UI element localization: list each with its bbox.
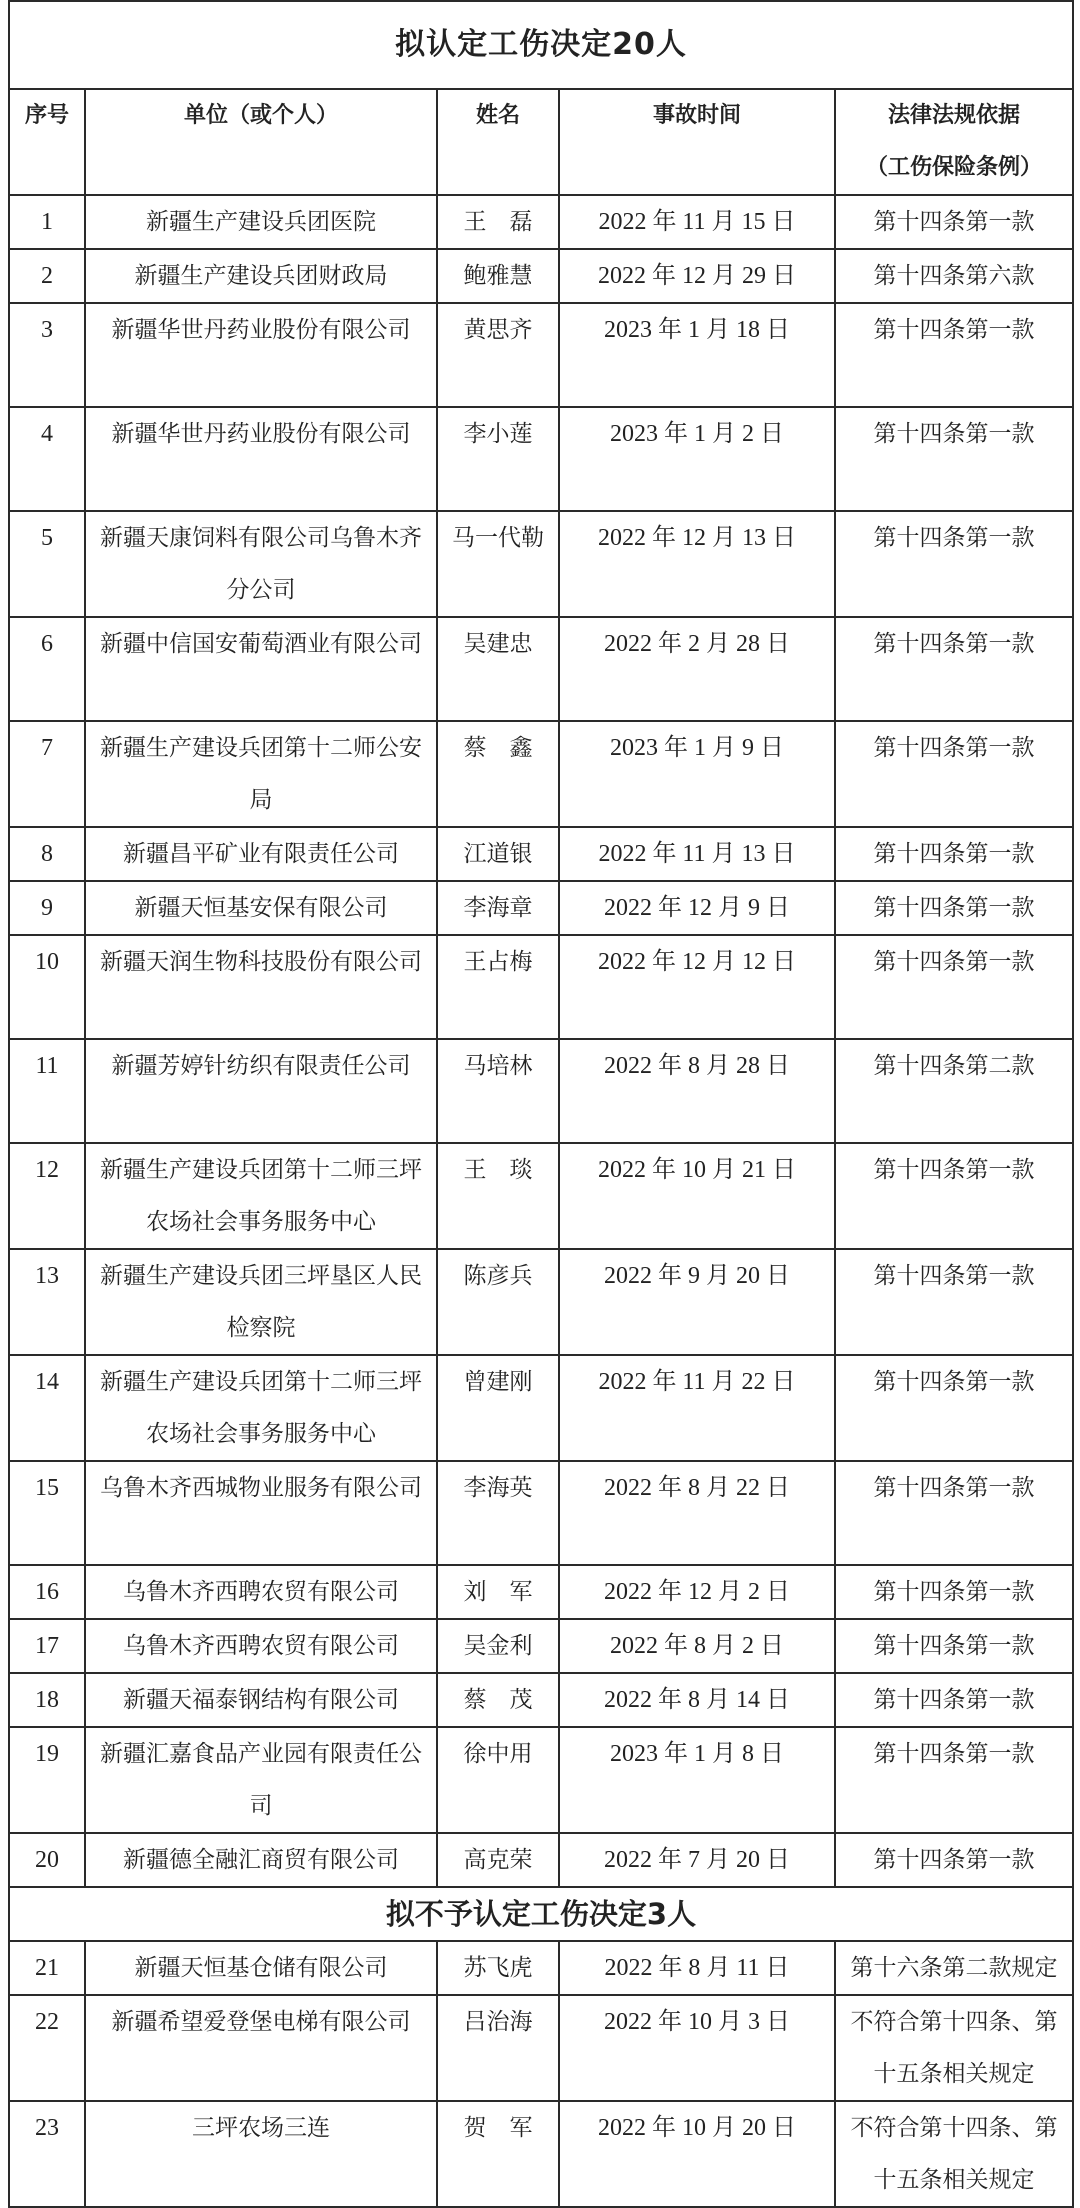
row-date: 2022 年 8 月 22 日 [559,1461,835,1565]
table-row [9,1673,1073,1727]
row-date: 2022 年 11 月 15 日 [559,195,835,249]
table-row [9,1143,1073,1249]
row-name: 曾建刚 [437,1355,559,1461]
table-row [9,1249,1073,1355]
row-unit: 新疆生产建设兵团第十二师公安局 [85,721,437,827]
table-row [9,2101,1073,2207]
table-row [9,249,1073,303]
row-date: 2022 年 10 月 21 日 [559,1143,835,1249]
row-law: 第十四条第一款 [835,935,1073,1039]
row-index: 10 [9,935,85,1039]
row-name: 马一代勒 [437,511,559,617]
row-law: 第十四条第一款 [835,1565,1073,1619]
row-date: 2022 年 10 月 3 日 [559,1995,835,2101]
table-row [9,617,1073,721]
row-name: 王 琰 [437,1143,559,1249]
row-index: 4 [9,407,85,511]
row-name: 李小莲 [437,407,559,511]
row-unit: 新疆昌平矿业有限责任公司 [85,827,437,881]
row-index: 2 [9,249,85,303]
row-name: 吴建忠 [437,617,559,721]
row-law: 第十四条第二款 [835,1039,1073,1143]
row-law: 第十四条第一款 [835,1619,1073,1673]
row-index: 1 [9,195,85,249]
row-name: 徐中用 [437,1727,559,1833]
header-law [835,89,1073,195]
table-row [9,1833,1073,1887]
row-law: 第十六条第二款规定 [835,1941,1073,1995]
row-name: 蔡 茂 [437,1673,559,1727]
row-index: 3 [9,303,85,407]
row-unit: 乌鲁木齐西聘农贸有限公司 [85,1619,437,1673]
row-unit: 新疆生产建设兵团财政局 [85,249,437,303]
row-law: 第十四条第一款 [835,303,1073,407]
row-name: 马培林 [437,1039,559,1143]
row-law: 第十四条第一款 [835,1249,1073,1355]
row-name: 吕治海 [437,1995,559,2101]
row-index: 9 [9,881,85,935]
row-index: 19 [9,1727,85,1833]
row-date: 2023 年 1 月 9 日 [559,721,835,827]
row-index: 5 [9,511,85,617]
row-unit: 乌鲁木齐西城物业服务有限公司 [85,1461,437,1565]
row-name: 蔡 鑫 [437,721,559,827]
header-name: 姓名 [437,89,559,195]
row-name: 江道银 [437,827,559,881]
row-unit: 新疆芳婷针纺织有限责任公司 [85,1039,437,1143]
table-row [9,721,1073,827]
row-law: 第十四条第一款 [835,195,1073,249]
table-row [9,407,1073,511]
row-date: 2022 年 12 月 2 日 [559,1565,835,1619]
row-index: 15 [9,1461,85,1565]
section-subtitle-row [9,1887,1073,1941]
row-index: 11 [9,1039,85,1143]
row-date: 2022 年 8 月 14 日 [559,1673,835,1727]
row-law: 第十四条第一款 [835,721,1073,827]
row-name: 苏飞虎 [437,1941,559,1995]
row-date: 2022 年 8 月 2 日 [559,1619,835,1673]
table-row [9,511,1073,617]
row-unit: 新疆希望爱登堡电梯有限公司 [85,1995,437,2101]
row-index: 16 [9,1565,85,1619]
table-row [9,881,1073,935]
row-unit: 新疆天恒基安保有限公司 [85,881,437,935]
row-name: 吴金利 [437,1619,559,1673]
row-date: 2022 年 12 月 9 日 [559,881,835,935]
table-row [9,1461,1073,1565]
row-name: 刘 军 [437,1565,559,1619]
row-name: 贺 军 [437,2101,559,2207]
table-row [9,1039,1073,1143]
row-index: 18 [9,1673,85,1727]
row-index: 12 [9,1143,85,1249]
row-law: 第十四条第六款 [835,249,1073,303]
table-row [9,1355,1073,1461]
row-law: 第十四条第一款 [835,1355,1073,1461]
row-law: 不符合第十四条、第十五条相关规定 [835,1995,1073,2101]
row-unit: 乌鲁木齐西聘农贸有限公司 [85,1565,437,1619]
row-unit: 新疆生产建设兵团三坪垦区人民检察院 [85,1249,437,1355]
row-name: 高克荣 [437,1833,559,1887]
row-unit: 新疆华世丹药业股份有限公司 [85,407,437,511]
row-law: 第十四条第一款 [835,1143,1073,1249]
row-date: 2022 年 9 月 20 日 [559,1249,835,1355]
row-law: 第十四条第一款 [835,1673,1073,1727]
row-index: 23 [9,2101,85,2207]
table-row [9,303,1073,407]
row-date: 2022 年 7 月 20 日 [559,1833,835,1887]
row-date: 2022 年 10 月 20 日 [559,2101,835,2207]
row-law: 第十四条第一款 [835,511,1073,617]
row-law: 第十四条第一款 [835,1833,1073,1887]
header-law-line1: 法律法规依据 [887,103,1020,128]
header-index: 序号 [9,89,85,195]
row-unit: 新疆生产建设兵团第十二师三坪农场社会事务服务中心 [85,1143,437,1249]
row-index: 17 [9,1619,85,1673]
header-unit: 单位（或个人） [85,89,437,195]
section-subtitle: 拟不予认定工伤决定3人 [9,1887,1073,1941]
row-date: 2022 年 8 月 11 日 [559,1941,835,1995]
row-unit: 三坪农场三连 [85,2101,437,2207]
row-unit: 新疆德全融汇商贸有限公司 [85,1833,437,1887]
row-date: 2023 年 1 月 8 日 [559,1727,835,1833]
row-law: 第十四条第一款 [835,617,1073,721]
row-index: 6 [9,617,85,721]
injury-decision-table [8,0,1074,2208]
row-unit: 新疆生产建设兵团医院 [85,195,437,249]
row-unit: 新疆华世丹药业股份有限公司 [85,303,437,407]
row-name: 鲍雅慧 [437,249,559,303]
row-index: 21 [9,1941,85,1995]
row-name: 陈彦兵 [437,1249,559,1355]
row-name: 李海章 [437,881,559,935]
row-unit: 新疆中信国安葡萄酒业有限公司 [85,617,437,721]
row-name: 王 磊 [437,195,559,249]
row-date: 2023 年 1 月 18 日 [559,303,835,407]
table-row [9,1727,1073,1833]
row-name: 李海英 [437,1461,559,1565]
header-law-line2: （工伤保险条例） [865,155,1042,180]
table-row [9,195,1073,249]
table-row [9,1565,1073,1619]
row-index: 13 [9,1249,85,1355]
table-row [9,1995,1073,2101]
row-index: 8 [9,827,85,881]
row-index: 7 [9,721,85,827]
row-date: 2022 年 12 月 13 日 [559,511,835,617]
row-date: 2022 年 2 月 28 日 [559,617,835,721]
row-date: 2022 年 11 月 13 日 [559,827,835,881]
row-index: 20 [9,1833,85,1887]
row-date: 2022 年 12 月 29 日 [559,249,835,303]
row-unit: 新疆天福泰钢结构有限公司 [85,1673,437,1727]
row-unit: 新疆汇嘉食品产业园有限责任公司 [85,1727,437,1833]
row-unit: 新疆天润生物科技股份有限公司 [85,935,437,1039]
header-row [9,89,1073,195]
row-date: 2022 年 12 月 12 日 [559,935,835,1039]
table-row [9,827,1073,881]
row-index: 22 [9,1995,85,2101]
table-title-row [9,1,1073,89]
row-index: 14 [9,1355,85,1461]
table-row [9,1941,1073,1995]
row-law: 第十四条第一款 [835,1461,1073,1565]
document-page [8,0,1072,2193]
row-date: 2022 年 8 月 28 日 [559,1039,835,1143]
row-law: 第十四条第一款 [835,827,1073,881]
row-law: 第十四条第一款 [835,881,1073,935]
row-name: 黄思齐 [437,303,559,407]
table-title: 拟认定工伤决定20人 [9,1,1073,89]
row-law: 第十四条第一款 [835,1727,1073,1833]
table-row [9,1619,1073,1673]
row-date: 2022 年 11 月 22 日 [559,1355,835,1461]
row-unit: 新疆天恒基仓储有限公司 [85,1941,437,1995]
header-date: 事故时间 [559,89,835,195]
row-law: 不符合第十四条、第十五条相关规定 [835,2101,1073,2207]
row-unit: 新疆天康饲料有限公司乌鲁木齐分公司 [85,511,437,617]
row-unit: 新疆生产建设兵团第十二师三坪农场社会事务服务中心 [85,1355,437,1461]
row-name: 王占梅 [437,935,559,1039]
row-date: 2023 年 1 月 2 日 [559,407,835,511]
table-row [9,935,1073,1039]
row-law: 第十四条第一款 [835,407,1073,511]
